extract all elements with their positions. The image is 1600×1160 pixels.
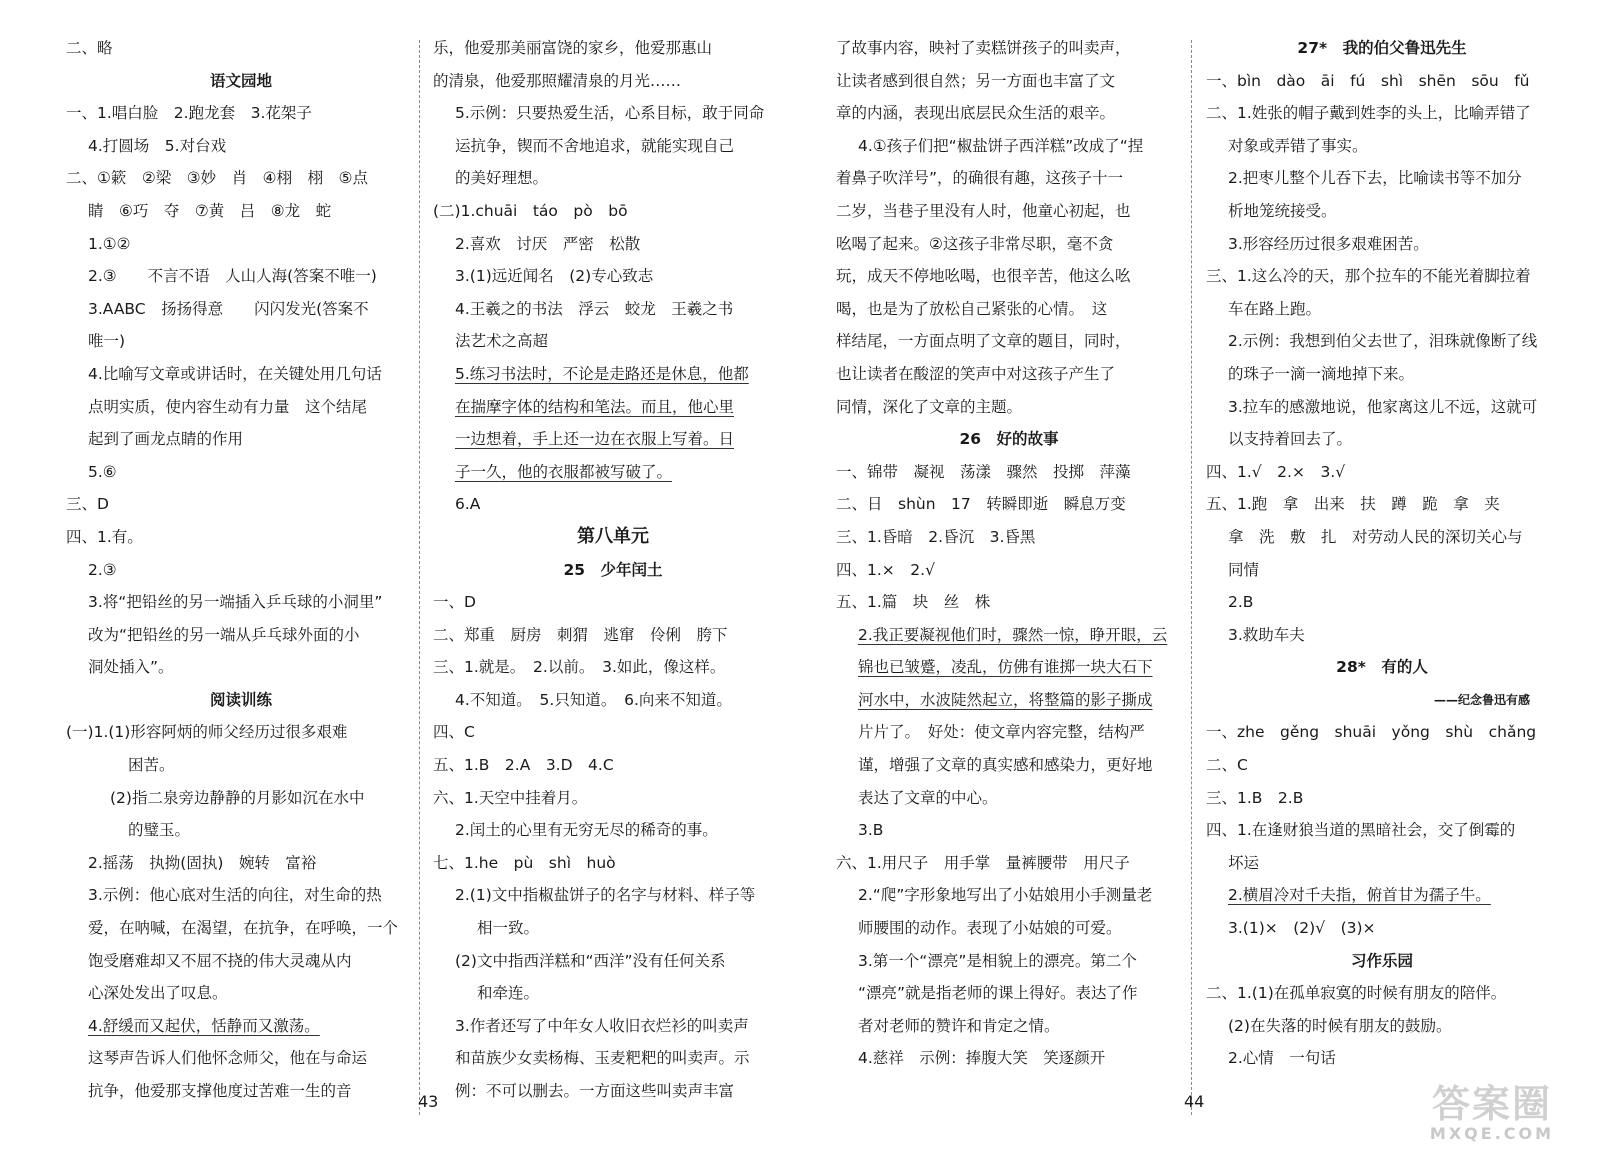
answer-line: (一)1.(1)形容阿炳的师父经历过很多艰难 (66, 723, 348, 742)
page-number-left: 43 (418, 1092, 439, 1111)
answer-line: 4.比喻写文章或讲话时，在关键处用几句话 (88, 364, 382, 383)
answer-line-underlined: 5.练习书法时，不论是走路还是休息，他都 (455, 364, 749, 383)
answer-line: 4.打圆场 5.对台戏 (88, 136, 227, 155)
answer-line: 2.B (1228, 593, 1254, 612)
lesson-title: 25 少年闰土 (563, 560, 663, 579)
answer-line: 3.拉车的感激地说，他家离这儿不远，这就可 (1228, 397, 1538, 416)
answer-line: 相一致。 (477, 919, 540, 938)
answer-line: (2)指二泉旁边静静的月影如沉在水中 (110, 788, 365, 807)
section-heading: 语文园地 (209, 71, 272, 90)
answer-line: 四、C (433, 723, 475, 742)
answer-line: 和苗族少女卖杨梅、玉麦粑粑的叫卖声。示 (455, 1049, 750, 1068)
answer-line: 心深处发出了叹息。 (88, 984, 228, 1003)
answer-line: 五、1.跑 拿 出来 扶 蹲 跪 拿 夹 (1206, 495, 1500, 514)
answer-line: (2)文中指西洋糕和“西洋”没有任何关系 (455, 951, 726, 970)
answer-line: 以支持着回去了。 (1228, 430, 1353, 449)
answer-line: 三、1.昏暗 2.昏沉 3.昏黑 (836, 527, 1036, 546)
answer-line: 二、①簌 ②梁 ③妙 肖 ④栩 栩 ⑤点 (66, 169, 368, 188)
answer-line: 5.⑥ (88, 462, 117, 481)
answer-line: 2.把枣儿整个儿吞下去，比喻读书等不加分 (1228, 169, 1522, 188)
answer-line: 喝，也是为了放松自己紧张的心情。 这 (836, 299, 1108, 318)
answer-line-underlined: 一边想着，手上还一边在衣服上写着。日 (455, 430, 735, 449)
answer-line: 例：不可以删去。一方面这些叫卖声丰富 (455, 1082, 735, 1100)
answer-line: 4.慈祥 示例：捧腹大笑 笑逐颜开 (858, 1049, 1106, 1068)
answer-line: 的清泉，他爱那照耀清泉的月光…… (433, 71, 682, 90)
answer-line: 六、1.用尺子 用手掌 量裤腰带 用尺子 (836, 853, 1130, 872)
answer-line: 二、1.(1)在孤单寂寞的时候有朋友的陪伴。 (1206, 984, 1507, 1003)
answer-line: 睛 ⑥巧 夺 ⑦黄 吕 ⑧龙 蛇 (88, 201, 332, 220)
answer-line: 章的内涵，表现出底层民众生活的艰辛。 (836, 104, 1116, 123)
answer-line: 这琴声告诉人们他怀念师父，他在与命运 (88, 1049, 368, 1068)
watermark-url: MXQE.COM (1429, 1124, 1555, 1143)
answer-line: 同情 (1228, 560, 1260, 579)
answer-line: 4.王羲之的书法 浮云 蛟龙 王羲之书 (455, 299, 734, 318)
answer-line: 一、D (433, 593, 476, 612)
column-1 (66, 32, 416, 1108)
answer-line: 五、1.篇 块 丝 株 (836, 593, 991, 612)
answer-line: 3.B (858, 821, 884, 840)
answer-line: 的美好理想。 (455, 169, 549, 188)
answer-line: 的璧玉。 (128, 821, 191, 840)
answer-line: 2.喜欢 讨厌 严密 松散 (455, 234, 641, 253)
answer-line: 3.AABC 扬扬得意 闪闪发光(答案不 (88, 299, 369, 318)
answer-line-underlined: 4.舒缓而又起伏，恬静而又激荡。 (88, 1016, 320, 1035)
answer-line: 1.①② (88, 234, 131, 253)
lesson-title: 28* 有的人 (1336, 658, 1428, 677)
answer-line: 玩，成天不停地吆喝，也很辛苦，他这么吆 (836, 267, 1131, 286)
answer-line: 一、zhe gěng shuāi yǒng shù chǎng (1206, 723, 1537, 742)
answer-line: 三、D (66, 495, 109, 514)
answer-line: (2)在失落的时候有朋友的鼓励。 (1228, 1016, 1452, 1035)
answer-line: 3.形容经历过很多艰难困苦。 (1228, 234, 1429, 253)
answer-line: 2.(1)文中指椒盐饼子的名字与材料、样子等 (455, 886, 756, 905)
answer-line: 二、1.姓张的帽子戴到姓李的头上，比喻弄错了 (1206, 104, 1531, 123)
answer-line: 四、1.√ 2.× 3.√ (1206, 462, 1346, 481)
answer-line: 和牵连。 (477, 984, 540, 1003)
answer-line: 二、C (1206, 756, 1248, 775)
answer-line: 二、略 (66, 39, 113, 57)
column-3 (836, 32, 1182, 1075)
answer-line: 了故事内容，映衬了卖糕饼孩子的叫卖声， (836, 39, 1131, 57)
watermark-text: 答案圈 (1431, 1082, 1552, 1126)
answer-line: 爱，在呐喊，在渴望，在抗争，在呼唤，一个 (88, 919, 399, 938)
answer-line: 3.将“把铅丝的另一端插入乒乓球的小洞里” (88, 593, 383, 612)
column-2 (433, 32, 793, 1108)
answer-line: 抗争，他爱那支撑他度过苦难一生的音 (88, 1082, 352, 1100)
answer-line: 2.心情 一句话 (1228, 1049, 1336, 1068)
answer-line: 5.示例：只要热爱生活，心系目标，敢于同命 (455, 104, 765, 123)
lesson-title: 26 好的故事 (959, 430, 1059, 449)
lesson-title: 27* 我的伯父鲁迅先生 (1297, 39, 1467, 57)
answer-line: 者对老师的赞许和肯定之情。 (858, 1016, 1060, 1035)
answer-line: 2.③ (88, 560, 117, 579)
answer-line: 同情，深化了文章的主题。 (836, 397, 1023, 416)
answer-line: 点明实质，使内容生动有力量 这个结尾 (88, 397, 368, 416)
column-4 (1206, 32, 1558, 1075)
answer-line: 3.第一个“漂亮”是相貌上的漂亮。第二个 (858, 951, 1137, 970)
column-divider (1191, 40, 1192, 1115)
answer-line: 乐，他爱那美丽富饶的家乡，他爱那惠山 (433, 39, 713, 57)
answer-line: 五、1.B 2.A 3.D 4.C (433, 756, 614, 775)
answer-line: 一、锦带 凝视 荡漾 骤然 投掷 萍藻 (836, 462, 1131, 481)
lesson-subtitle: ——纪念鲁迅有感 (1433, 692, 1530, 707)
answer-line: 洞处插入”。 (88, 658, 174, 677)
answer-line-underlined: 2.横眉冷对千夫指，俯首甘为孺子牛。 (1228, 886, 1491, 905)
answer-line: 着鼻子吹洋号”，的确很有趣，这孩子十一 (836, 169, 1124, 188)
answer-line: 也让读者在酸涩的笑声中对这孩子产生了 (836, 364, 1116, 383)
answer-line: 4.不知道。 5.只知道。 6.向来不知道。 (455, 690, 732, 709)
answer-line: 四、1.× 2.√ (836, 560, 935, 579)
answer-line: 困苦。 (128, 756, 175, 775)
answer-line: 的珠子一滴一滴地掉下来。 (1228, 364, 1415, 383)
answer-line: 样结尾，一方面点明了文章的题目，同时， (836, 332, 1131, 351)
answer-line: 一、1.唱白脸 2.跑龙套 3.花架子 (66, 104, 312, 123)
answer-line: 一、bìn dào āi fú shì shēn sōu fǔ (1206, 71, 1530, 90)
answer-line-underlined: 2.我正要凝视他们时，骤然一惊，睁开眼，云 (858, 625, 1168, 644)
answer-line: 3.(1)远近闻名 (2)专心致志 (455, 267, 654, 286)
answer-line: 谨，增强了文章的真实感和感染力，更好地 (858, 756, 1153, 775)
section-heading: 习作乐园 (1350, 951, 1413, 970)
answer-line: 饱受磨难却又不屈不挠的伟大灵魂从内 (88, 951, 352, 970)
answer-line: 2.③ 不言不语 人山人海(答案不唯一) (88, 267, 377, 286)
page-number-right: 44 (1184, 1092, 1205, 1111)
answer-line: (二)1.chuāi táo pò bō (433, 201, 628, 220)
answer-line: 三、1.B 2.B (1206, 788, 1304, 807)
section-heading: 阅读训练 (209, 690, 272, 709)
answer-line: 3.作者还写了中年女人收旧衣烂衫的叫卖声 (455, 1016, 749, 1035)
column-divider (419, 40, 420, 1115)
answer-line-underlined: 子一久，他的衣服都被写破了。 (455, 462, 673, 481)
watermark-logo (1412, 1084, 1572, 1144)
answer-line-underlined: 河水中，水波陡然起立，将整篇的影子撕成 (858, 690, 1153, 709)
answer-line: 师腰围的动作。表现了小姑娘的可爱。 (858, 919, 1122, 938)
answer-line: 四、1.有。 (66, 527, 143, 546)
answer-line: 七、1.he pù shì huò (433, 853, 616, 872)
answer-line: 2.示例：我想到伯父去世了，泪珠就像断了线 (1228, 332, 1538, 351)
answer-line: 表达了文章的中心。 (858, 788, 998, 807)
answer-line: 二、郑重 厨房 刺猬 逃窜 伶俐 胯下 (433, 625, 728, 644)
answer-line: 法艺术之高超 (455, 332, 549, 351)
answer-line: 6.A (455, 495, 481, 514)
answer-line: 3.示例：他心底对生活的向往，对生命的热 (88, 886, 382, 905)
answer-line: 2.“爬”字形象地写出了小姑娘用小手测量老 (858, 886, 1153, 905)
answer-line: 二、日 shùn 17 转瞬即逝 瞬息万变 (836, 495, 1126, 514)
answer-line: 唯一) (88, 332, 126, 351)
answer-line: 三、1.就是。 2.以前。 3.如此，像这样。 (433, 658, 726, 677)
answer-line: 吆喝了起来。②这孩子非常尽职，毫不贪 (836, 234, 1114, 253)
answer-line: 六、1.天空中挂着月。 (433, 788, 588, 807)
answer-line: 4.①孩子们把“椒盐饼子西洋糕”改成了“捏 (858, 136, 1144, 155)
answer-line-underlined: 在揣摩字体的结构和笔法。而且，他心里 (455, 397, 735, 416)
answer-line: 四、1.在逢财狼当道的黑暗社会，交了倒霉的 (1206, 821, 1516, 840)
answer-line-underlined: 锦也已皱蹙，凌乱，仿佛有谁掷一块大石下 (858, 658, 1153, 677)
answer-line: 二岁，当巷子里没有人时，他童心初起，也 (836, 201, 1131, 220)
answer-line: 3.(1)× (2)√ (3)× (1228, 919, 1376, 938)
answer-line: 对象或弄错了事实。 (1228, 136, 1368, 155)
answer-line: 改为“把铅丝的另一端从乒乓球外面的小 (88, 625, 360, 644)
answer-line: 2.闰土的心里有无穷无尽的稀奇的事。 (455, 821, 718, 840)
answer-line: 车在路上跑。 (1228, 299, 1322, 318)
answer-line: 让读者感到很自然；另一方面也丰富了文 (836, 71, 1116, 90)
answer-line: 运抗争，锲而不舍地追求，就能实现自己 (455, 136, 735, 155)
answer-line: 析地笼统接受。 (1228, 201, 1337, 220)
answer-line: 片片了。 好处：使文章内容完整，结构严 (858, 723, 1145, 742)
answer-line: 三、1.这么冷的天，那个拉车的不能光着脚拉着 (1206, 267, 1531, 286)
answer-line: 3.救助车夫 (1228, 625, 1305, 644)
answer-line: 2.摇荡 执拗(固执) 婉转 富裕 (88, 853, 317, 872)
answer-line: 坏运 (1228, 853, 1260, 872)
unit-title: 第八单元 (577, 525, 649, 547)
answer-line: 起到了画龙点睛的作用 (88, 430, 244, 449)
answer-line: “漂亮”就是指老师的课上得好。表达了作 (858, 984, 1138, 1003)
answer-line: 拿 洗 敷 扎 对劳动人民的深切关心与 (1228, 527, 1523, 546)
